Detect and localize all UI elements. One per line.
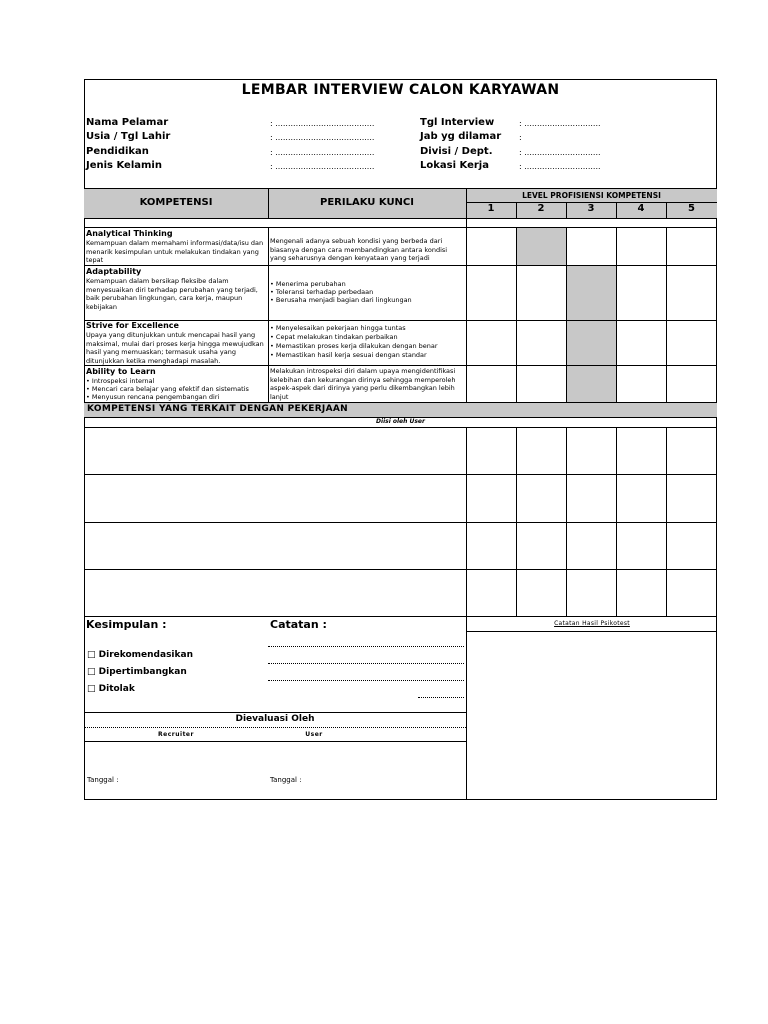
conclusion-title: Kesimpulan : [86,618,167,631]
job-section-subtitle: Diisi oleh User [376,418,425,425]
competency-title: Strive for Excellence [86,321,179,330]
competency-desc: Upaya yang ditunjukkan untuk mencapai hasil yang maksimal, mulai dari proses kerja hingga mewujudkan hasil yang memuaskan; termasuk usaha yang ditunjukkan ketika menghadapi masalah. [86,331,264,365]
divider [566,427,567,616]
behavior-item: • Memastikan proses kerja dilakukan dengan benar [270,342,438,350]
header-perilaku-kunci: PERILAKU KUNCI [320,197,414,208]
competency-desc: Kemampuan dalam bersikap fleksibe dalam menyesuaikan diri terhadap perubahan yang terjadi, baik perubahan lingkungan, cara kerja, maupun kebijakan [86,277,258,311]
notes-line[interactable] [268,663,464,664]
info-label-nama: Nama Pelamar [86,117,169,128]
job-section-title: KOMPETENSI YANG TERKAIT DENGAN PEKERJAAN [87,404,348,414]
divider [516,427,517,616]
shaded-cell [567,266,616,320]
psychotest-notes-area[interactable] [467,632,716,799]
divider [84,522,717,523]
divider [84,218,717,219]
divider [616,202,617,218]
behavior-item: • Menyelesaikan pekerjaan hingga tuntas [270,324,406,332]
info-label-pendidikan: Pendidikan [86,146,149,157]
option-ditolak[interactable]: □ Ditolak [87,684,135,694]
divider [466,188,467,402]
level-4: 4 [637,203,645,214]
date-user[interactable]: Tanggal : [270,776,302,784]
shaded-cell [567,366,616,402]
info-field-lokasi[interactable]: : .............................. [519,162,601,171]
behavior-item: • Cepat melakukan tindakan perbaikan [270,333,398,341]
behavior-text: Melakukan introspeksi diri dalam upaya mengidentifikasi kelebihan dan kekurangan dirinya sehingga memperoleh aspek-aspek dari dirinya yang perlu dikembangkan lebih lanjut [270,367,456,401]
divider [566,227,567,402]
competency-desc-item: • Mencari cara belajar yang efektif dan sistematis [86,385,249,393]
level-3: 3 [587,203,595,214]
info-field-jabatan[interactable]: : [519,133,522,142]
header-kompetensi: KOMPETENSI [139,197,213,208]
psychotest-title: Catatan Hasil Psikotest [554,620,630,627]
info-label-divisi: Divisi / Dept. [420,146,493,157]
info-field-divisi[interactable]: : .............................. [519,148,601,157]
behavior-text: Mengenali adanya sebuah kondisi yang berbeda dari biasanya dengan cara membandingkan antara kondisi yang seharusnya dengan kenyataan yang terjadi [270,237,448,262]
info-field-jenis-kelamin[interactable]: : ....................................... [270,162,375,171]
info-label-usia: Usia / Tgl Lahir [86,131,171,142]
info-label-tgl-interview: Tgl Interview [420,117,495,128]
evaluator-recruiter: Recruiter [158,731,194,738]
option-dipertimbangkan[interactable]: □ Dipertimbangkan [87,667,187,677]
divider [666,202,667,218]
option-direkomendasikan[interactable]: □ Direkomendasikan [87,650,193,660]
divider [84,227,717,228]
divider [616,227,617,402]
info-label-jenis-kelamin: Jenis Kelamin [86,160,162,171]
divider [516,227,517,402]
evaluation-title: Dievaluasi Oleh [235,714,315,724]
divider [268,188,269,218]
divider [566,202,567,218]
level-2: 2 [537,203,545,214]
info-label-jabatan: Jab yg dilamar [420,131,502,142]
divider [84,741,466,742]
info-field-tgl-interview[interactable]: : .............................. [519,119,601,128]
info-field-nama[interactable]: : ....................................... [270,119,375,128]
date-recruiter[interactable]: Tanggal : [87,776,119,784]
divider [666,427,667,616]
info-field-pendidikan[interactable]: : ....................................... [270,148,375,157]
divider [616,427,617,616]
behavior-item: • Memastikan hasil kerja sesuai dengan standar [270,351,427,359]
level-5: 5 [688,203,695,214]
level-1: 1 [487,203,495,214]
behavior-item: • Menerima perubahan [270,280,346,288]
competency-title: Analytical Thinking [86,229,173,238]
competency-desc-item: • Introspeksi internal [86,377,155,385]
notes-line[interactable] [268,680,464,681]
behavior-item: • Toleransi terhadap perbedaan [270,288,374,296]
divider [516,202,517,218]
competency-title: Adaptability [86,267,142,276]
notes-line[interactable] [418,697,464,698]
divider [466,427,467,616]
divider [84,365,717,366]
divider [84,427,717,428]
form-title: LEMBAR INTERVIEW CALON KARYAWAN [241,82,560,98]
divider [84,265,717,266]
divider [84,727,466,728]
divider [84,188,717,189]
header-level: LEVEL PROFISIENSI KOMPETENSI [522,191,661,200]
competency-title: Ability to Learn [86,367,156,376]
divider [84,616,717,617]
competency-desc-item: • Menyusun rencana pengembangan diri [86,393,220,401]
divider [84,569,717,570]
divider [84,712,466,713]
evaluator-user: User [305,731,323,738]
shaded-cell [567,321,616,365]
competency-desc: Kemampuan dalam memahami informasi/data/isu dan menarik kesimpulan untuk melakukan tindakan yang tepat [86,239,264,264]
divider [268,227,269,402]
shaded-cell [517,228,566,265]
divider [84,474,717,475]
info-field-usia[interactable]: : ....................................... [270,133,375,142]
notes-line[interactable] [268,646,464,647]
info-label-lokasi: Lokasi Kerja [420,160,489,171]
behavior-item: • Berusaha menjadi bagian dari lingkungan [270,296,412,304]
notes-title: Catatan : [270,618,327,631]
divider [666,227,667,402]
